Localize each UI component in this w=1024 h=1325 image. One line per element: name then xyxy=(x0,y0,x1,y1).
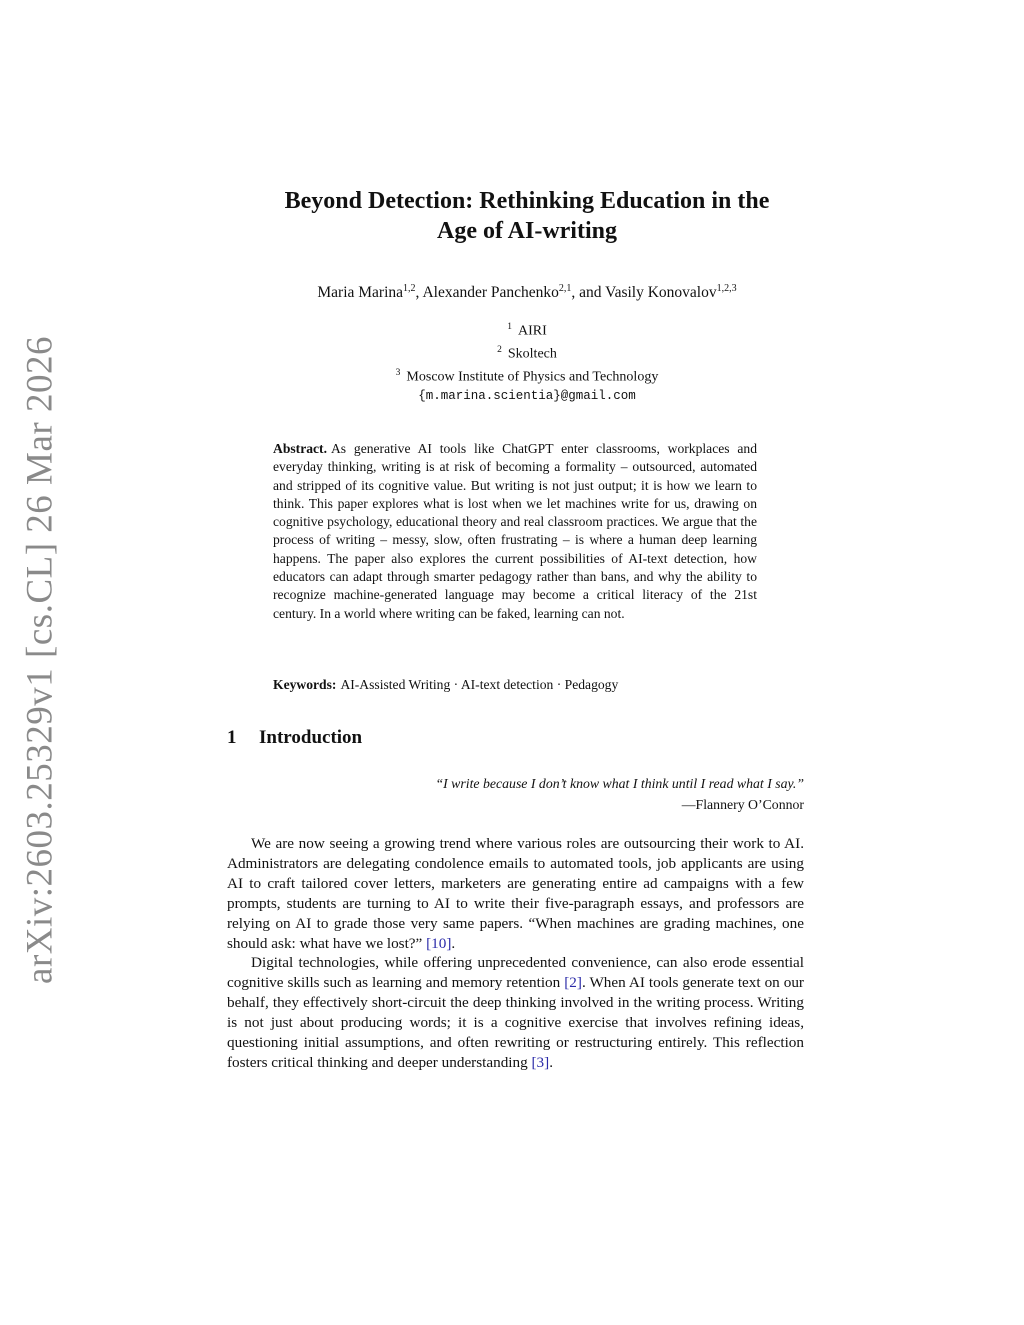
citation-link[interactable]: [10] xyxy=(426,934,452,952)
citation-link[interactable]: [3] xyxy=(531,1053,550,1071)
affiliation-item xyxy=(200,318,854,341)
citation-link[interactable]: [2] xyxy=(564,974,582,992)
author-affiliation-marks: 2,1 xyxy=(558,283,572,294)
paragraph-text: . When AI tools generate text on our behalf, they effectively short-circuit the deep thinking involved in the writing process. Writing is not just about producing words; it is a cognitive exercise that involves refining ideas, questioning initial assumptions, and often rewriting or restructuring entirely. This reflection fosters critical thinking and deeper understanding xyxy=(227,974,804,1071)
epigraph-quote: “I write because I don’t know what I think until I read what I say.” xyxy=(435,776,804,791)
paragraph-text: We are now seeing a growing trend where various roles are outsourcing their work to AI. Administrators are delegating condolence emails to automated tools, job applicants are using AI to craft tailored cover letters, marketers are generating entire ad campaigns with a few prompts, students are turning to AI to write their five-paragraph essays, and professors are relying on AI to grade those very same papers. “When machines are grading machines, one should ask: what have we lost?” xyxy=(227,835,804,952)
author-separator: , xyxy=(415,284,423,302)
affiliation-name: Moscow Institute of Physics and Technology xyxy=(406,369,659,385)
affiliation-number: 2 xyxy=(497,345,502,356)
abstract xyxy=(273,440,757,623)
section-number: 1 xyxy=(227,727,237,748)
abstract-label: Abstract. xyxy=(273,441,327,456)
title-line-1: Beyond Detection: Rethinking Education in the xyxy=(284,188,770,214)
affiliation-name: AIRI xyxy=(517,323,547,339)
author-affiliation-marks: 1,2 xyxy=(403,283,416,294)
affiliations xyxy=(200,318,854,406)
paragraph xyxy=(227,834,804,953)
arxiv-identifier: arXiv:2603.25329v1 [cs.CL] 26 Mar 2026 xyxy=(19,336,61,984)
paragraph-end: . xyxy=(451,934,456,952)
epigraph-attribution: —Flannery O’Connor xyxy=(681,797,804,812)
paragraph xyxy=(227,953,804,1072)
epigraph xyxy=(300,773,804,815)
keywords-label: Keywords: xyxy=(273,677,337,692)
paragraph-text: Digital technologies, while offering unprecedented convenience, can also erode essential cognitive skills such as learning and memory retention xyxy=(227,954,804,992)
keywords xyxy=(273,677,757,693)
affiliation-name: Skoltech xyxy=(507,346,557,362)
paper-title xyxy=(220,186,834,246)
affiliation-number: 1 xyxy=(507,322,512,332)
section-heading xyxy=(227,727,362,749)
keywords-text: AI-Assisted Writing · AI-text detection · Pedagogy xyxy=(340,677,619,692)
affiliation-number: 3 xyxy=(395,368,401,379)
author-name: Vasily Konovalov xyxy=(605,284,717,302)
author-list xyxy=(200,283,854,302)
author-name: Maria Marina xyxy=(317,284,404,302)
author-name: Alexander Panchenko xyxy=(422,284,559,302)
section-title: Introduction xyxy=(259,727,363,748)
author-separator: , and xyxy=(571,284,606,302)
affiliation-item xyxy=(200,364,854,387)
author-affiliation-marks: 1,2,3 xyxy=(716,283,737,294)
contact-email[interactable]: {m.marina.scientia}@gmail.com xyxy=(418,389,636,404)
affiliation-item xyxy=(200,341,854,364)
body-text xyxy=(227,834,804,1073)
title-line-2: Age of AI-writing xyxy=(437,218,617,244)
paragraph-end: . xyxy=(549,1053,554,1071)
abstract-text: As generative AI tools like ChatGPT enter classrooms, workplaces and everyday thinking, writing is at risk of becoming a formality – outsourced, automated and stripped of its cognitive value. But writing is not just output; it is how we learn to think. This paper explores what is lost when we let machines write for us, drawing on cognitive psychology, educational theory and real classroom practices. We argue that the process of writing – messy, slow, often frustrating – is where a human deep learning happens. The paper also explores the current possibilities of AI-text detection, how educators can adapt through smarter pedagogy rather than bans, and why the ability to recognize machine-generated language may become a critical literacy of the 21st century. In a world where writing can be faked, learning can not. xyxy=(273,441,757,621)
